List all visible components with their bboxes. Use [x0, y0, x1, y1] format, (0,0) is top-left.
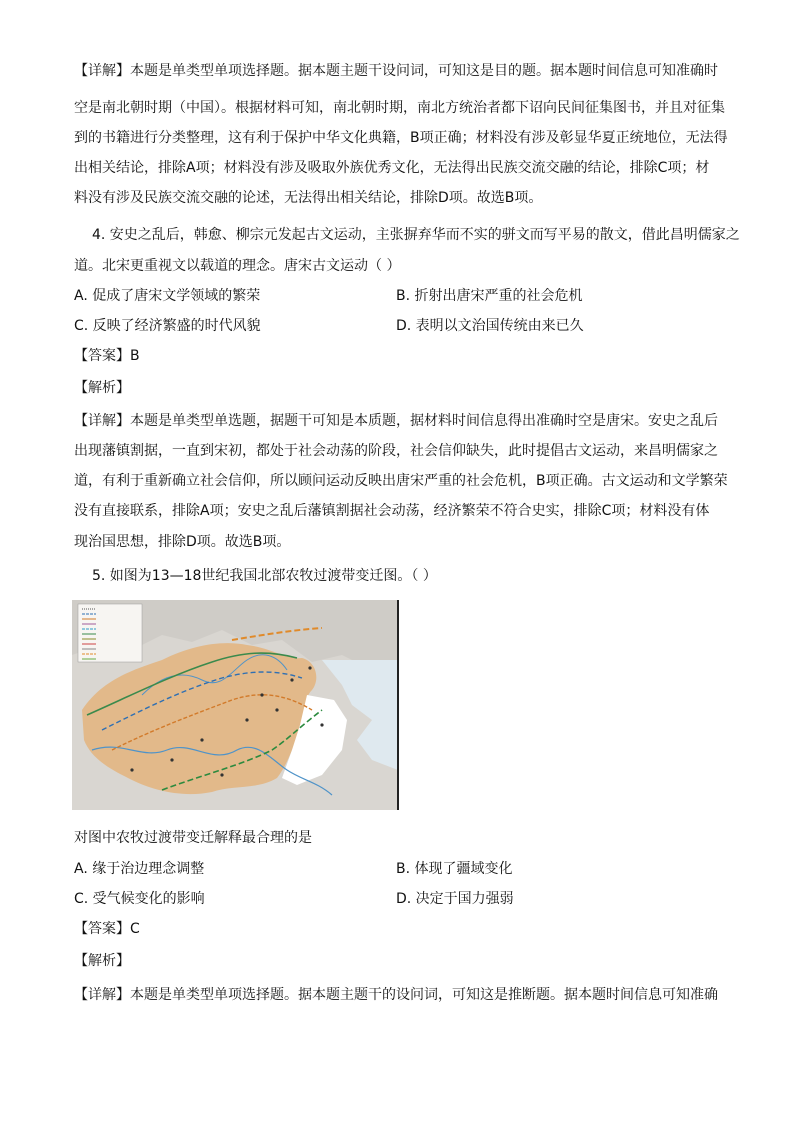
answer-label: 【答案】B [74, 348, 140, 364]
analysis-label: 【解析】 [74, 953, 130, 969]
option-b: B. 折射出唐宋严重的社会危机 [396, 288, 583, 304]
option-d: D. 表明以文治国传统由来已久 [396, 318, 584, 334]
map-legend [78, 604, 142, 662]
paragraph-line: 空是南北朝时期（中国）。根据材料可知，南北朝时期，南北方统治者都下诏向民间征集图书，并且对征集 [74, 100, 725, 116]
figure-divider [397, 600, 399, 810]
paragraph-line: 出相关结论，排除A项；材料没有涉及吸取外族优秀文化，无法得出民族交流交融的结论，排除C项；材 [74, 160, 710, 176]
option-a: A. 促成了唐宋文学领域的繁荣 [74, 288, 261, 304]
question-5-stem: 5. 如图为13—18世纪我国北部农牧过渡带变迁图。（ ） [92, 568, 437, 584]
analysis-label: 【解析】 [74, 380, 130, 396]
question-4-stem: 4. 安史之乱后，韩愈、柳宗元发起古文运动，主张摒弃华而不实的骈文而写平易的散文，借此昌明儒家之 [92, 227, 740, 243]
detail-line: 【详解】本题是单类型单项选择题。据本题主题干的设问词，可知这是推断题。据本题时间信息可知准确 [74, 987, 718, 1003]
paragraph-line: 料没有涉及民族交流交融的论述，无法得出相关结论，排除D项。故选B项。 [74, 190, 543, 206]
paragraph-line: 到的书籍进行分类整理，这有利于保护中华文化典籍，B项正确；材料没有涉及彰显华夏正统地位，无法得 [74, 130, 728, 146]
option-a: A. 缘于治边理念调整 [74, 861, 205, 877]
detail-line: 出现藩镇割据，一直到宋初，都处于社会动荡的阶段，社会信仰缺失，此时提倡古文运动，来昌明儒家之 [74, 443, 718, 459]
detail-line: 道，有利于重新确立社会信仰，所以顾问运动反映出唐宋严重的社会危机，B项正确。古文运动和文学繁荣 [74, 473, 728, 489]
option-b: B. 体现了疆域变化 [396, 861, 513, 877]
option-c: C. 受气候变化的影响 [74, 891, 205, 907]
detail-line: 没有直接联系，排除A项；安史之乱后藩镇割据社会动荡，经济繁荣不符合史实，排除C项；材料没有体 [74, 503, 710, 519]
question-5-prompt: 对图中农牧过渡带变迁解释最合理的是 [74, 830, 312, 846]
answer-label: 【答案】C [74, 921, 140, 937]
detail-line: 现治国思想，排除D项。故选B项。 [74, 534, 291, 550]
option-d: D. 决定于国力强弱 [396, 891, 514, 907]
detail-line: 【详解】本题是单类型单选题，据题干可知是本质题，据材料时间信息得出准确时空是唐宋。安史之乱后 [74, 413, 718, 429]
paragraph-line: 【详解】本题是单类型单项选择题。据本题主题干设问词，可知这是目的题。据本题时间信息可知准确时 [74, 63, 718, 79]
transition-zone-map [72, 600, 398, 810]
question-4-stem: 道。北宋更重视文以载道的理念。唐宋古文运动（ ） [74, 258, 401, 274]
option-c: C. 反映了经济繁盛的时代风貌 [74, 318, 261, 334]
